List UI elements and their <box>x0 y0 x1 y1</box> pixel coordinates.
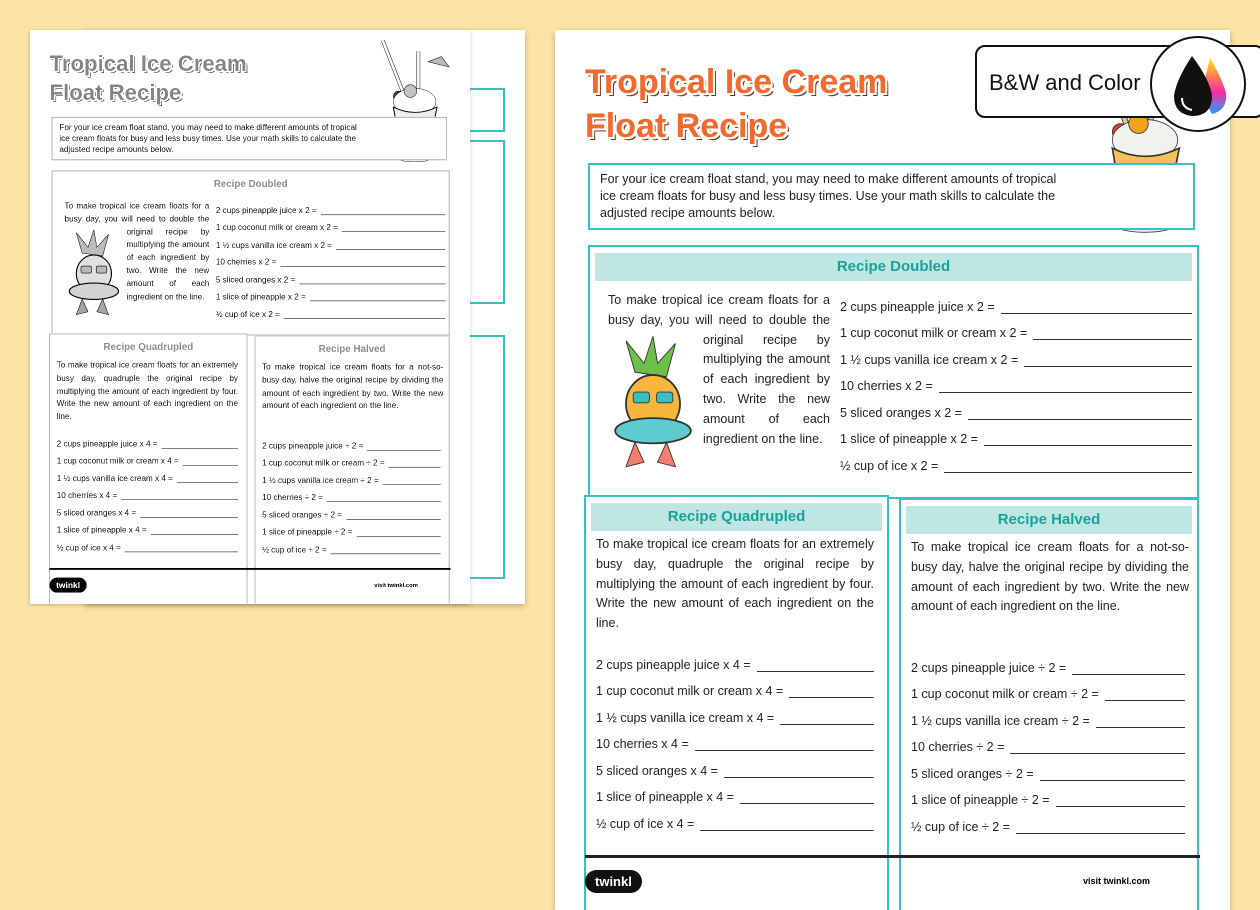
answer-line[interactable] <box>1010 741 1185 754</box>
ingredient-row <box>840 287 1192 314</box>
answer-line[interactable] <box>383 476 441 484</box>
pineapple-character-illustration <box>608 331 698 481</box>
ingredient-label: ½ cup of ice x 4 = <box>56 542 121 552</box>
intro-box <box>588 163 1195 230</box>
recipe-quadrupled-section <box>584 495 889 910</box>
ingredient-row <box>262 519 441 536</box>
answer-line[interactable] <box>388 459 440 467</box>
answer-line[interactable] <box>151 526 238 534</box>
ingredient-label: 2 cups pineapple juice x 2 = <box>215 205 317 215</box>
answer-line[interactable] <box>299 275 445 283</box>
ingredient-row <box>840 420 1192 447</box>
section-instructions: To make tropical ice cream floats for an extremely busy day, quadruple the original recipe by multiplying the amount of each ingredient by four. Write the new amount of each ingredient on the line. <box>596 537 874 631</box>
ingredient-label: 1 slice of pineapple x 4 = <box>596 790 734 804</box>
answer-line[interactable] <box>1033 327 1192 340</box>
ingredient-row <box>57 517 238 534</box>
answer-line[interactable] <box>356 528 440 536</box>
title-line-2: Float Recipe <box>585 107 788 145</box>
ingredient-row <box>596 778 874 805</box>
answer-line[interactable] <box>121 492 238 500</box>
footer <box>50 568 451 603</box>
answer-line[interactable] <box>1040 768 1185 781</box>
answer-line[interactable] <box>284 310 445 318</box>
ingredient-list <box>596 645 874 831</box>
section-heading: Recipe Quadrupled <box>53 338 243 356</box>
section-instructions: To make tropical ice cream floats for a not-so-busy day, halve the original recipe by dividing the amount of each ingredient by two. Write the new amount of each ingredient on the line. <box>262 362 444 411</box>
ingredient-list <box>911 648 1185 834</box>
ingredient-label: 1 ½ cups vanilla ice cream x 4 = <box>596 710 775 725</box>
answer-line[interactable] <box>695 738 874 751</box>
ingredient-label: 1 ½ cups vanilla ice cream x 2 = <box>215 240 333 250</box>
ingredient-label: 1 slice of pineapple ÷ 2 = <box>911 793 1050 807</box>
intro-box <box>52 117 448 161</box>
answer-line[interactable] <box>346 511 441 519</box>
answer-line[interactable] <box>177 474 238 482</box>
ingredient-label: 2 cups pineapple juice x 4 = <box>56 439 158 449</box>
section-heading: Recipe Doubled <box>56 175 445 193</box>
ingredient-row <box>596 751 874 778</box>
section-instructions-block <box>65 200 210 334</box>
answer-line[interactable] <box>161 440 238 448</box>
answer-line[interactable] <box>342 224 446 232</box>
ingredient-label: 1 cup coconut milk or cream x 2 = <box>840 326 1028 340</box>
section-instructions: To make tropical ice cream floats for an extremely busy day, quadruple the original recipe by multiplying the amount of each ingredient by four. Write the new amount of each ingredient on the line. <box>56 360 238 422</box>
ingredient-label: 1 cup coconut milk or cream x 4 = <box>56 456 179 466</box>
ingredient-row <box>216 198 446 215</box>
ingredient-label: 1 ½ cups vanilla ice cream x 2 = <box>840 352 1019 367</box>
ingredient-row <box>57 431 238 448</box>
ingredient-list <box>57 431 238 552</box>
answer-line[interactable] <box>1096 715 1185 728</box>
ingredient-row <box>262 485 441 502</box>
ingredient-row <box>840 393 1192 420</box>
answer-line[interactable] <box>1105 688 1185 701</box>
section-instructions: To make tropical ice cream floats for a busy day, you will need to double the original recipe by multiplying the amount of each ingredient by two. Write the new amount of each ingredient on the line. <box>64 201 210 301</box>
ingredient-row <box>911 701 1185 728</box>
answer-line[interactable] <box>331 545 441 553</box>
ingredient-row <box>57 535 238 552</box>
ingredient-row <box>911 728 1185 755</box>
ingredient-label: 10 cherries ÷ 2 = <box>911 740 1005 754</box>
recipe-halved-section <box>254 335 450 604</box>
ingredient-label: 5 sliced oranges x 4 = <box>596 763 718 778</box>
ingredient-label: 10 cherries x 4 = <box>596 737 689 751</box>
ingredient-label: ½ cup of ice ÷ 2 = <box>262 544 327 554</box>
answer-line[interactable] <box>140 509 238 517</box>
ingredient-row <box>57 483 238 500</box>
ingredient-label: 1 ½ cups vanilla ice cream ÷ 2 = <box>911 713 1090 728</box>
twinkl-logo: twinkl <box>50 578 87 593</box>
ingredient-label: 10 cherries x 2 = <box>840 379 933 393</box>
ingredient-row <box>216 267 446 284</box>
worksheet-preview-color <box>555 30 1230 910</box>
answer-line[interactable] <box>1001 301 1192 314</box>
answer-line[interactable] <box>336 241 445 249</box>
ingredient-row <box>262 502 441 519</box>
ingredient-label: 5 sliced oranges x 2 = <box>215 274 296 284</box>
answer-line[interactable] <box>183 457 238 465</box>
answer-line[interactable] <box>1056 794 1185 807</box>
ingredient-row <box>596 672 874 699</box>
footer-link[interactable]: visit twinkl.com <box>374 581 418 589</box>
ingredient-row <box>911 781 1185 808</box>
ingredient-label: 2 cups pineapple juice ÷ 2 = <box>911 660 1067 675</box>
ingredient-row <box>596 804 874 831</box>
ingredient-list <box>216 198 446 319</box>
ingredient-list <box>840 287 1192 473</box>
section-heading: Recipe Doubled <box>595 253 1192 281</box>
ingredient-row <box>911 648 1185 675</box>
ingredient-row <box>596 725 874 752</box>
recipe-halved-section <box>899 498 1199 910</box>
recipe-quadrupled-section <box>49 333 248 604</box>
intro-text: For your ice cream float stand, you may need to make different amounts of tropical ice cream floats for busy and less busy times. Use your math skills to calculate the adjusted recipe amounts below. <box>59 122 357 154</box>
ingredient-row <box>262 433 441 450</box>
recipe-doubled-section <box>52 170 450 336</box>
twinkl-logo: twinkl <box>585 870 642 893</box>
ingredient-label: 1 cup coconut milk or cream x 4 = <box>596 684 784 698</box>
section-instructions-block <box>608 291 830 496</box>
ingredient-label: ½ cup of ice x 4 = <box>596 816 695 831</box>
section-instructions: To make tropical ice cream floats for a not-so-busy day, halve the original recipe by dividing the amount of each ingredient by two. Write the new amount of each ingredient on the line. <box>911 540 1189 614</box>
answer-line[interactable] <box>944 460 1192 473</box>
section-instructions: To make tropical ice cream floats for a busy day, you will need to double the original recipe by multiplying the amount of each ingredient by two. Write the new amount of each ingredient on the line. <box>608 293 830 446</box>
footer-link[interactable]: visit twinkl.com <box>1082 876 1150 886</box>
answer-line[interactable] <box>321 206 446 214</box>
ingredient-row <box>840 367 1192 394</box>
ingredient-label: 10 cherries x 4 = <box>56 490 118 501</box>
ingredient-label: 5 sliced oranges x 4 = <box>56 508 137 518</box>
ingredient-row <box>216 232 446 249</box>
ingredient-label: ½ cup of ice x 2 = <box>840 458 939 473</box>
ingredient-row <box>840 446 1192 473</box>
worksheet-title <box>50 50 247 107</box>
answer-line[interactable] <box>939 380 1192 393</box>
recipe-doubled-section <box>588 245 1199 499</box>
answer-line[interactable] <box>789 685 874 698</box>
ingredient-row <box>840 340 1192 367</box>
ingredient-row <box>840 314 1192 341</box>
intro-text: For your ice cream float stand, you may need to make different amounts of tropical ice cream floats for busy and less busy times. Use your math skills to calculate the adjusted recipe amounts below. <box>600 172 1057 220</box>
ingredient-row <box>596 698 874 725</box>
ingredient-row <box>262 467 441 484</box>
ingredient-label: ½ cup of ice x 2 = <box>215 309 280 319</box>
pineapple-character-illustration <box>65 226 124 324</box>
worksheet-preview-bw <box>30 30 470 604</box>
answer-line[interactable] <box>125 543 238 551</box>
ingredient-row <box>216 249 446 266</box>
title-line-1: Tropical Ice Cream <box>49 51 247 77</box>
ingredient-row <box>57 500 238 517</box>
section-heading: Recipe Quadrupled <box>591 503 882 531</box>
ingredient-list <box>262 433 441 554</box>
ingredient-row <box>216 301 446 318</box>
footer <box>585 855 1200 908</box>
ingredient-row <box>911 754 1185 781</box>
answer-line[interactable] <box>327 494 441 502</box>
ingredient-label: 2 cups pineapple juice x 2 = <box>840 299 995 314</box>
answer-line[interactable] <box>1072 662 1185 675</box>
ink-drops-icon <box>1150 36 1246 132</box>
answer-line[interactable] <box>984 433 1192 446</box>
badge-label: B&W and Color <box>989 70 1141 95</box>
ingredient-label: 5 sliced oranges x 2 = <box>840 405 962 420</box>
ingredient-label: 1 cup coconut milk or cream x 2 = <box>215 222 338 233</box>
ingredient-row <box>262 450 441 467</box>
title-line-2: Float Recipe <box>49 80 182 105</box>
answer-line[interactable] <box>367 442 441 450</box>
answer-line[interactable] <box>1024 354 1192 367</box>
answer-line[interactable] <box>740 791 874 804</box>
ingredient-row <box>262 537 441 554</box>
section-heading: Recipe Halved <box>906 506 1192 534</box>
ingredient-label: 1 ½ cups vanilla ice cream ÷ 2 = <box>262 475 379 485</box>
ingredient-label: 5 sliced oranges ÷ 2 = <box>262 510 343 520</box>
ingredient-label: ½ cup of ice ÷ 2 = <box>911 819 1010 834</box>
title-line-1: Tropical Ice Cream <box>585 63 888 101</box>
ingredient-row <box>216 215 446 232</box>
answer-line[interactable] <box>724 765 874 778</box>
ingredient-row <box>596 645 874 672</box>
ingredient-label: 1 slice of pineapple x 2 = <box>840 432 978 446</box>
ingredient-label: 1 slice of pineapple ÷ 2 = <box>262 527 353 537</box>
section-heading: Recipe Halved <box>259 340 445 358</box>
ingredient-label: 10 cherries x 2 = <box>215 257 277 267</box>
answer-line[interactable] <box>780 712 874 725</box>
answer-line[interactable] <box>310 293 446 301</box>
ingredient-row <box>57 448 238 465</box>
worksheet-title <box>585 60 887 148</box>
answer-line[interactable] <box>757 659 874 672</box>
answer-line[interactable] <box>1016 821 1185 834</box>
answer-line[interactable] <box>968 407 1192 420</box>
ingredient-label: 5 sliced oranges ÷ 2 = <box>911 766 1034 781</box>
ingredient-label: 10 cherries ÷ 2 = <box>262 492 323 503</box>
ingredient-row <box>911 807 1185 834</box>
ingredient-row <box>216 284 446 301</box>
ingredient-row <box>911 675 1185 702</box>
ingredient-label: 1 cup coconut milk or cream ÷ 2 = <box>911 687 1099 701</box>
ingredient-label: 2 cups pineapple juice x 4 = <box>596 657 751 672</box>
ingredient-label: 1 ½ cups vanilla ice cream x 4 = <box>56 473 173 483</box>
ingredient-label: 1 slice of pineapple x 2 = <box>215 292 306 302</box>
answer-line[interactable] <box>700 818 874 831</box>
ingredient-label: 2 cups pineapple juice ÷ 2 = <box>262 441 364 451</box>
ingredient-label: 1 slice of pineapple x 4 = <box>56 525 147 535</box>
answer-line[interactable] <box>280 258 445 266</box>
ingredient-label: 1 cup coconut milk or cream ÷ 2 = <box>262 458 385 468</box>
ingredient-row <box>57 466 238 483</box>
